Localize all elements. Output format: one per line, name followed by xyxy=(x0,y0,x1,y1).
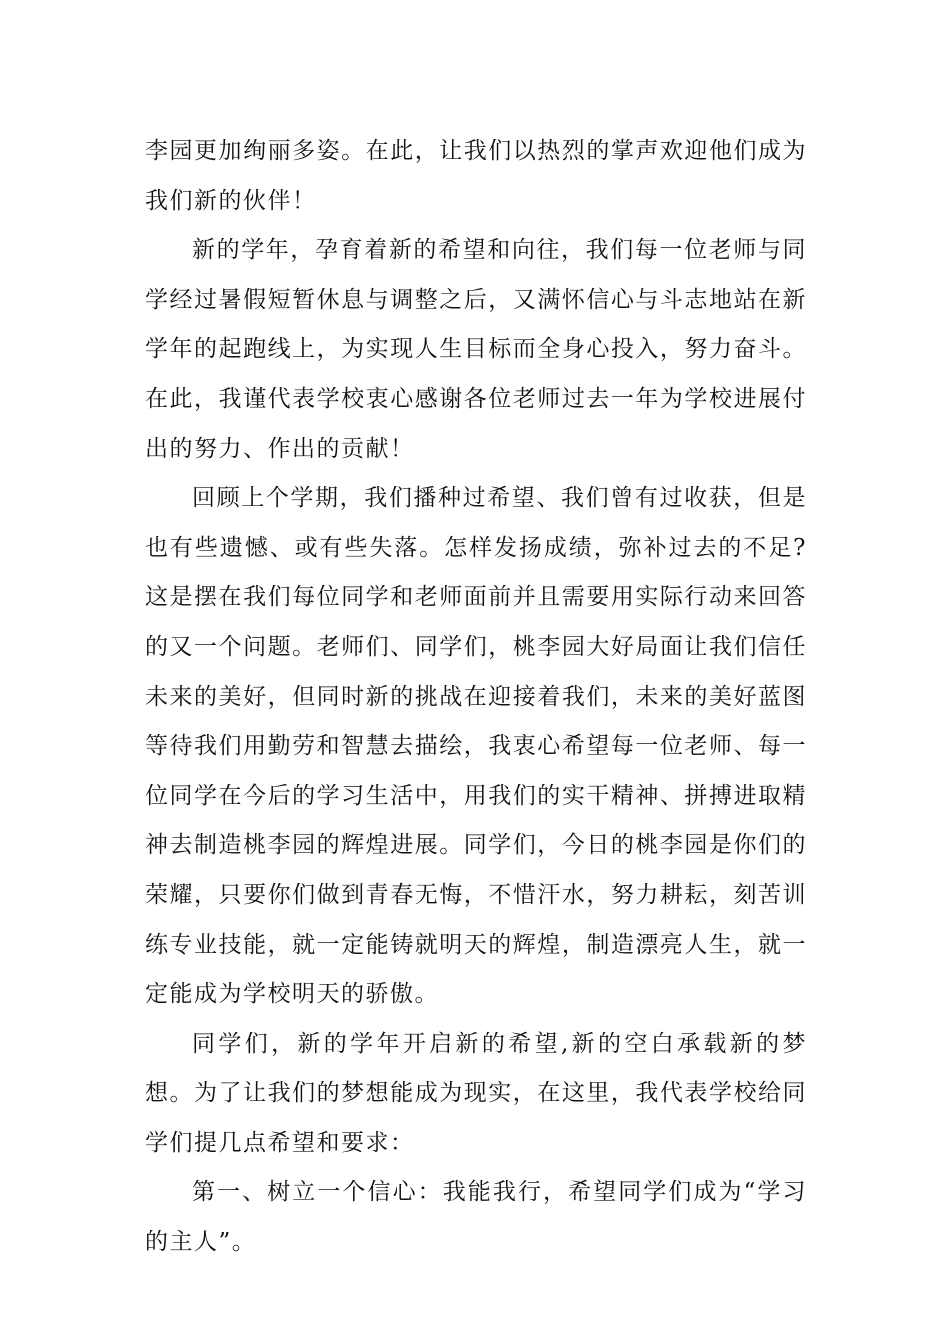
paragraph-hopes-requirements: 同学们，新的学年开启新的希望,新的空白承载新的梦想。为了让我们的梦想能成为现实，在这里，我代表学校给同学们提几点希望和要求： xyxy=(145,1030,807,1156)
document-body xyxy=(145,127,807,1268)
paragraph-continuation: 李园更加绚丽多姿。在此，让我们以热烈的掌声欢迎他们成为我们新的伙伴！ xyxy=(145,138,807,214)
paragraph-review-last-semester: 回顾上个学期，我们播种过希望、我们曾有过收获，但是也有些遗憾、或有些失落。怎样发扬成绩，弥补过去的不足?这是摆在我们每位同学和老师面前并且需要用实际行动来回答的又一个问题。老师们、同学们，桃李园大好局面让我们信任未来的美好，但同时新的挑战在迎接着我们，未来的美好蓝图等待我们用勤劳和智慧去描绘，我衷心希望每一位老师、每一位同学在今后的学习生活中，用我们的实干精神、拼搏进取精神去制造桃李园的辉煌进展。同学们，今日的桃李园是你们的荣耀，只要你们做到青春无悔，不惜汗水，努力耕耘，刻苦训练专业技能，就一定能铸就明天的辉煌，制造漂亮人生，就一定能成为学校明天的骄傲。 xyxy=(145,485,807,1008)
paragraph-first-point: 第一、树立一个信心：我能我行，希望同学们成为“学习的主人”。 xyxy=(145,1179,807,1256)
paragraph-new-school-year: 新的学年，孕育着新的希望和向往，我们每一位老师与同学经过暑假短暂休息与调整之后，又满怀信心与斗志地站在新学年的起跑线上，为实现人生目标而全身心投入，努力奋斗。在此，我谨代表学校衷心感谢各位老师过去一年为学校进展付出的努力、作出的贡献！ xyxy=(145,237,807,462)
